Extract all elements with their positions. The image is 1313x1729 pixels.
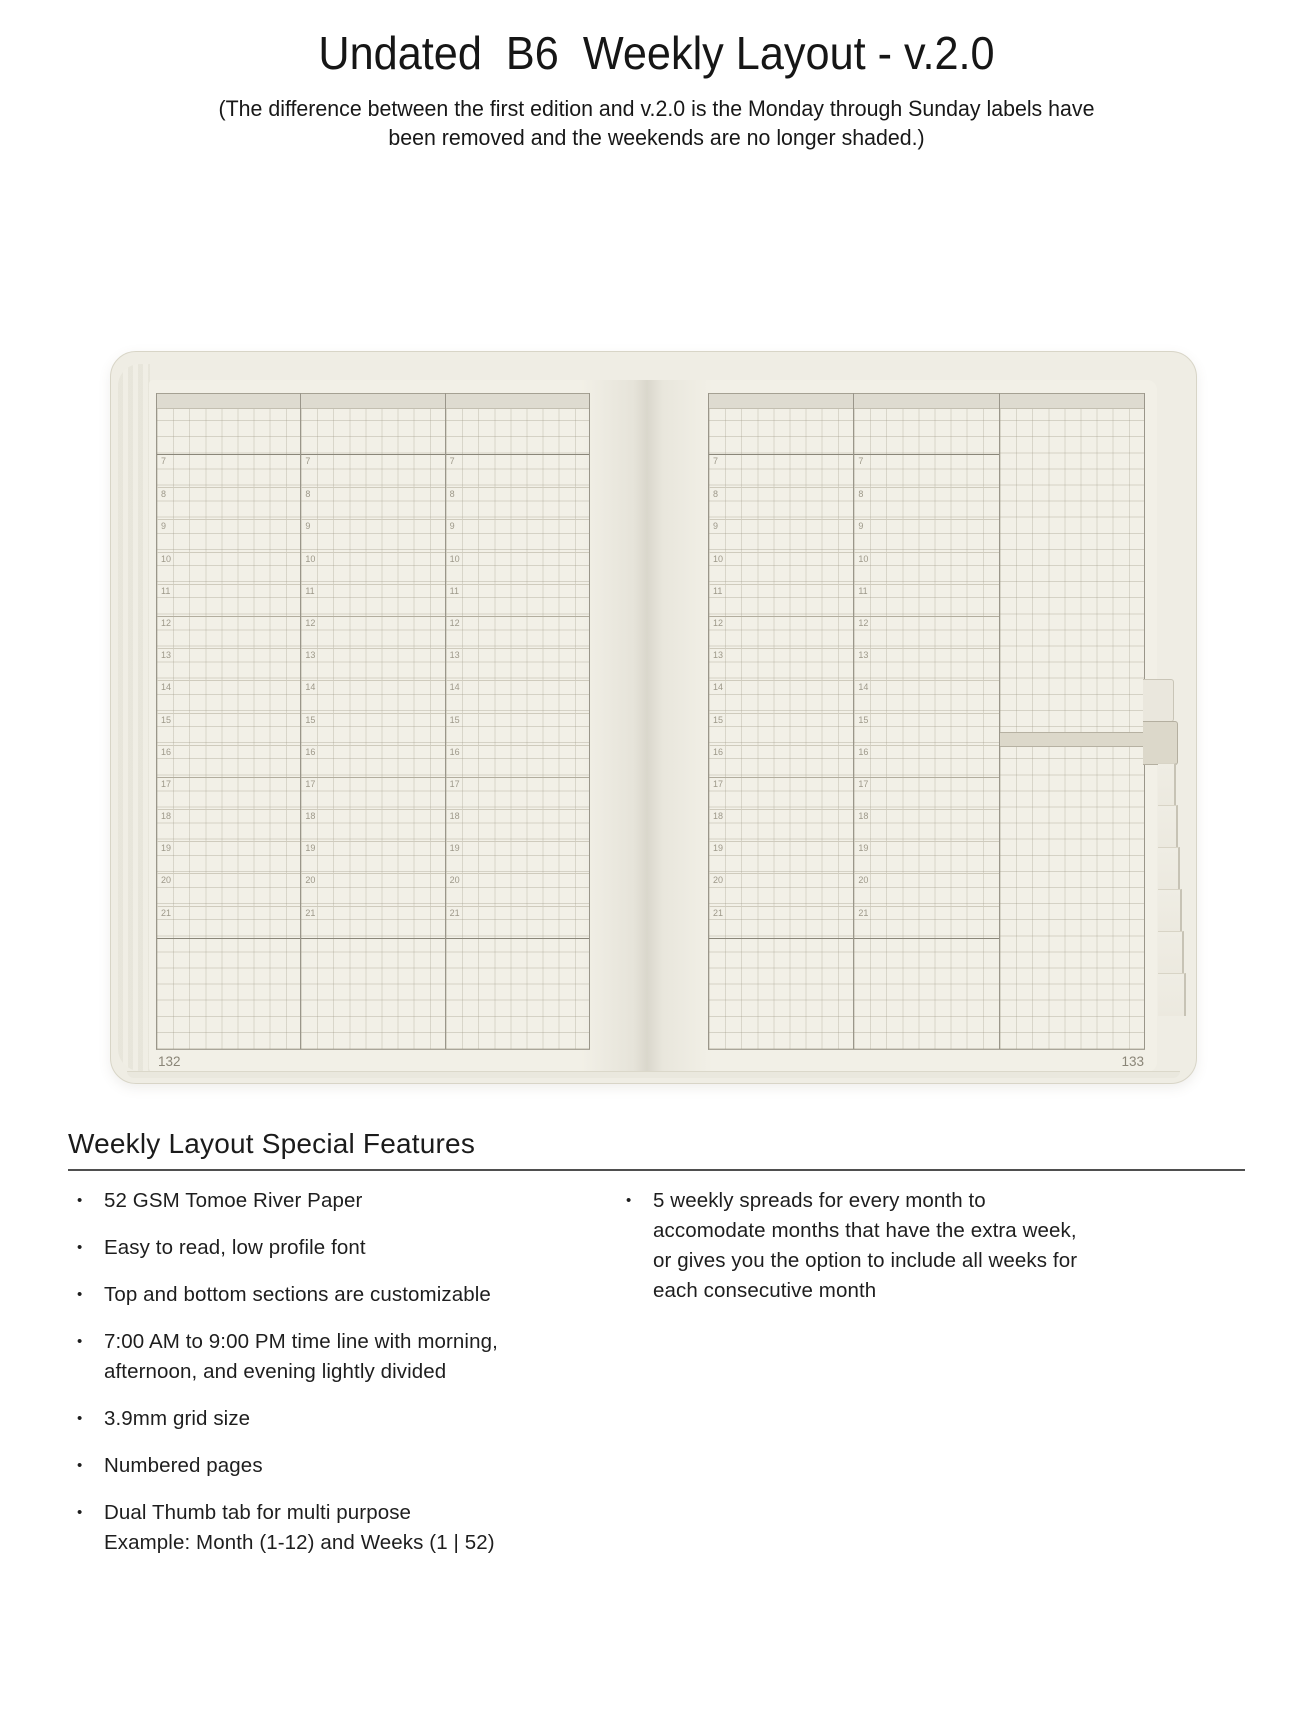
day-column [157,393,301,1049]
feature-bullet-item [68,1404,617,1434]
hour-row [301,552,444,584]
column-header-bar [446,393,589,409]
hour-row [157,777,300,809]
hour-row [301,745,444,777]
hour-label: 7 [713,456,719,466]
hour-row [301,455,444,487]
hour-row [854,519,998,551]
hour-label: 10 [713,553,724,564]
column-header-bar [157,393,300,409]
fore-edge-step [1158,973,1186,1016]
thumb-tab-band [1000,732,1144,747]
hour-row [446,519,589,551]
hour-row [157,584,300,616]
hour-row [446,713,589,745]
hour-row [301,841,444,873]
hour-label: 14 [449,682,460,693]
hour-label: 21 [449,907,460,918]
hour-row [301,809,444,841]
hour-label: 17 [713,778,724,789]
feature-text: 3.9mm grid size [104,1407,251,1430]
hour-label: 18 [713,811,724,822]
hour-label: 8 [858,489,864,500]
bullet-icon: • [77,1239,83,1256]
hour-row [854,873,998,905]
page-title: Undated B6 Weekly Layout - v.2.0 [318,27,995,79]
hour-label: 9 [161,521,167,532]
hour-row [157,680,300,712]
notebook-mockup [110,351,1197,1084]
hour-row [854,455,998,487]
hour-row [709,552,853,584]
day-column [301,393,445,1049]
hour-label: 16 [161,746,172,757]
hour-row [301,873,444,905]
hour-row [301,648,444,680]
feature-text: Top and bottom sections are customizable [104,1283,491,1306]
feature-text: 52 GSM Tomoe River Paper [104,1189,363,1212]
hour-row [709,680,853,712]
hour-label: 14 [161,682,172,693]
hour-label: 16 [305,746,316,757]
hour-label: 15 [305,714,316,725]
hour-label: 19 [713,843,724,854]
hour-label: 18 [858,811,869,822]
hour-label: 7 [305,456,311,466]
thumb-tab-upper [1143,679,1174,722]
hour-row [709,873,853,905]
hour-label: 12 [858,617,869,628]
bullet-icon: • [77,1192,83,1209]
hour-label: 20 [713,875,724,886]
hour-row [854,680,998,712]
hour-label: 8 [305,489,311,500]
hour-row [157,552,300,584]
hour-label: 18 [305,811,316,822]
feature-text: Dual Thumb tab for multi purpose Example: Month (1-12) and Weeks (1 | 52) [104,1501,495,1554]
fore-edge-step [1158,805,1178,848]
hour-label: 10 [858,553,869,564]
spine-gutter-shadow [581,380,713,1072]
page-number-left: 132 [158,1054,181,1069]
hour-row [709,906,853,938]
hour-row [446,584,589,616]
hour-row [709,745,853,777]
top-section [157,409,300,455]
bullet-icon: • [626,1192,632,1209]
hour-row [301,584,444,616]
notes-column [1000,393,1145,1049]
hour-row [709,487,853,519]
top-section [854,409,998,455]
hour-row [854,487,998,519]
hour-row [854,713,998,745]
hour-label: 10 [161,553,172,564]
hour-row [301,680,444,712]
subtitle-line-2: been removed and the weekends are no longer shaded.) [388,125,925,150]
hour-label: 15 [449,714,460,725]
column-header-bar [854,393,998,409]
hour-row [446,487,589,519]
hour-label: 19 [449,843,460,854]
hour-label: 11 [305,585,315,596]
hour-row [301,487,444,519]
hour-row [157,616,300,648]
feature-bullet-item [68,1280,617,1310]
hour-row [446,680,589,712]
hour-row [301,777,444,809]
hour-label: 17 [305,778,316,789]
hour-row [854,584,998,616]
hour-row [709,841,853,873]
hour-label: 17 [858,778,869,789]
left-page-grid [156,393,590,1050]
hour-label: 7 [858,456,864,466]
hour-label: 12 [449,617,460,628]
time-section [301,455,444,938]
bottom-section [709,938,853,1048]
fore-edge-step [1158,889,1182,932]
top-section [301,409,444,455]
hour-label: 9 [713,521,719,532]
hour-label: 20 [161,875,172,886]
feature-text: Numbered pages [104,1454,263,1477]
page-stack-left-edge [118,364,150,1071]
hour-row [446,873,589,905]
hour-label: 17 [161,778,172,789]
hour-row [446,455,589,487]
day-column [446,393,590,1049]
hour-row [709,455,853,487]
hour-row [709,584,853,616]
hour-label: 8 [161,489,167,500]
hour-row [854,777,998,809]
features-section [68,1128,1245,1575]
hour-row [446,552,589,584]
hour-row [301,616,444,648]
hour-row [157,648,300,680]
hour-label: 10 [449,553,460,564]
bottom-section [854,938,998,1048]
feature-bullet-item [617,1186,1245,1306]
hour-label: 16 [858,746,869,757]
hour-label: 9 [449,521,455,532]
hour-label: 20 [449,875,460,886]
hour-row [709,616,853,648]
hour-row [709,519,853,551]
hour-row [157,841,300,873]
column-header-bar [301,393,444,409]
hour-label: 13 [449,650,460,661]
hour-row [446,809,589,841]
hour-label: 7 [161,456,167,466]
hour-row [157,906,300,938]
hour-row [446,906,589,938]
day-column [854,393,999,1049]
hour-label: 18 [161,811,172,822]
hour-row [854,906,998,938]
hour-label: 13 [858,650,869,661]
hour-row [301,713,444,745]
fore-edge-step [1158,763,1176,806]
top-section [709,409,853,455]
hour-label: 16 [449,746,460,757]
hour-row [854,616,998,648]
hour-label: 14 [858,682,869,693]
hour-label: 12 [161,617,172,628]
hour-row [301,519,444,551]
hour-label: 9 [858,521,864,532]
hour-label: 20 [305,875,316,886]
time-section [446,455,589,938]
hour-row [446,745,589,777]
hour-row [854,841,998,873]
right-page-grid [708,393,1145,1050]
hour-label: 11 [858,585,868,596]
hour-label: 11 [449,585,459,596]
hour-label: 10 [305,553,316,564]
bottom-section [446,938,589,1048]
hour-label: 20 [858,875,869,886]
hour-row [446,648,589,680]
column-header-bar [1000,393,1144,409]
hour-label: 11 [713,585,723,596]
hour-label: 8 [713,489,719,500]
page-number-right: 133 [1121,1054,1144,1069]
hour-row [854,745,998,777]
features-left-column [68,1186,617,1575]
hour-label: 16 [713,746,724,757]
feature-bullet-item [68,1451,617,1481]
hour-label: 14 [305,682,316,693]
thumb-tab-lower [1143,721,1178,765]
bullet-icon: • [77,1457,83,1474]
fore-edge-step [1158,847,1180,890]
feature-text: Easy to read, low profile font [104,1236,366,1259]
bullet-icon: • [77,1410,83,1427]
hour-row [854,552,998,584]
feature-text: 7:00 AM to 9:00 PM time line with morning, afternoon, and evening lightly divided [104,1330,498,1383]
hour-label: 13 [713,650,724,661]
hour-label: 12 [305,617,316,628]
hour-label: 21 [305,907,316,918]
hour-row [709,713,853,745]
heading-rule [68,1169,1245,1171]
bullet-icon: • [77,1504,83,1521]
feature-text: 5 weekly spreads for every month to accomodate months that have the extra week, or gives you the option to include all weeks for each consecutive month [653,1189,1078,1302]
feature-bullet-item [68,1186,617,1216]
time-section [157,455,300,938]
notes-grid-area [1000,409,1144,1049]
fore-edge-step [1158,931,1184,974]
subtitle-line-1: (The difference between the first edition and v.2.0 is the Monday through Sunday labels have [218,96,1095,121]
hour-label: 13 [161,650,172,661]
hour-label: 19 [305,843,316,854]
hour-row [446,841,589,873]
hour-row [854,648,998,680]
hour-label: 21 [161,907,172,918]
hour-row [709,809,853,841]
bullet-icon: • [77,1286,83,1303]
hour-row [709,648,853,680]
hour-row [446,616,589,648]
hour-label: 17 [449,778,460,789]
hour-label: 21 [858,907,869,918]
hour-label: 15 [161,714,172,725]
hour-label: 9 [305,521,311,532]
column-header-bar [709,393,853,409]
bullet-icon: • [77,1333,83,1350]
hour-row [709,777,853,809]
hour-label: 19 [858,843,869,854]
time-section [709,455,853,938]
bottom-section [157,938,300,1048]
hour-row [157,809,300,841]
feature-bullet-item [68,1327,617,1387]
hour-label: 15 [713,714,724,725]
hour-row [157,455,300,487]
top-section [446,409,589,455]
subtitle [20,94,1294,152]
features-heading: Weekly Layout Special Features [68,1128,476,1159]
hour-row [446,777,589,809]
hour-label: 12 [713,617,724,628]
hour-label: 19 [161,843,172,854]
hour-row [157,745,300,777]
hour-label: 21 [713,907,724,918]
open-spread [149,380,1157,1072]
hour-label: 7 [449,456,455,466]
hour-row [854,809,998,841]
hour-label: 15 [858,714,869,725]
hour-row [157,873,300,905]
features-right-column [617,1186,1245,1575]
hour-label: 18 [449,811,460,822]
hour-label: 11 [161,585,171,596]
hour-label: 14 [713,682,724,693]
day-column [709,393,854,1049]
hour-label: 13 [305,650,316,661]
bottom-section [301,938,444,1048]
feature-bullet-item [68,1498,617,1558]
time-section [854,455,998,938]
feature-bullet-item [68,1233,617,1263]
hour-row [301,906,444,938]
hour-row [157,519,300,551]
hour-row [157,487,300,519]
hour-label: 8 [449,489,455,500]
hour-row [157,713,300,745]
